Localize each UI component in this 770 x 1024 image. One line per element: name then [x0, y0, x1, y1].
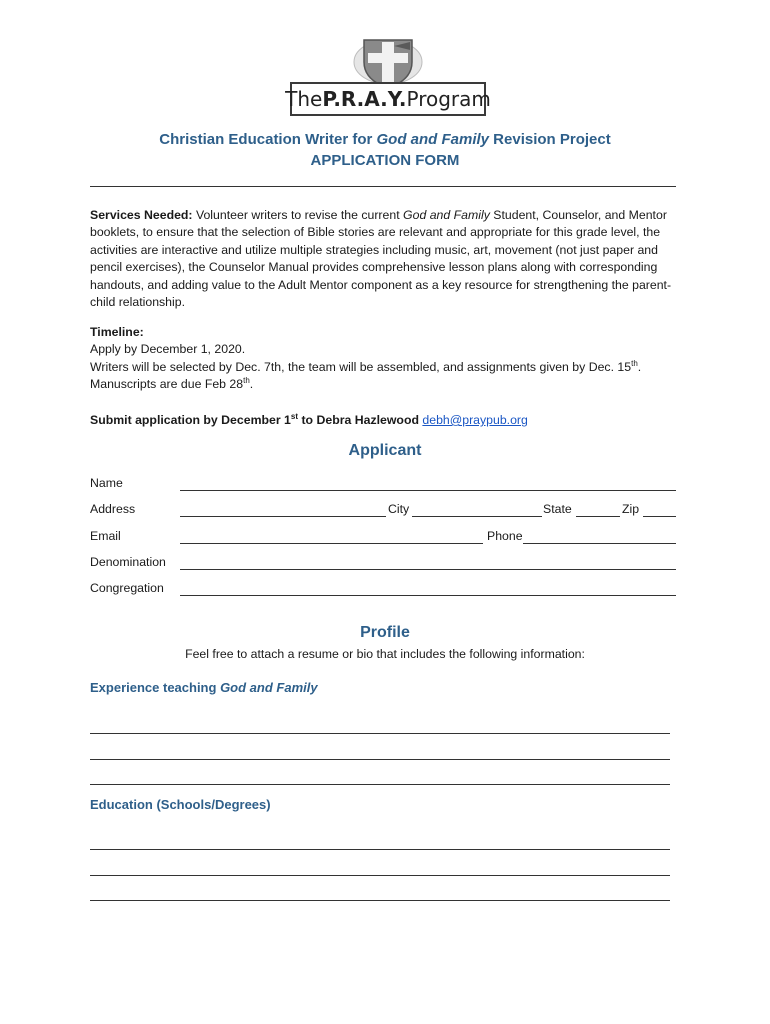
education-line-3[interactable] [90, 900, 670, 901]
page-subtitle: APPLICATION FORM [310, 152, 460, 169]
education-line-2[interactable] [90, 875, 670, 876]
services-paragraph [90, 207, 682, 311]
experience-heading: Experience teaching God and Family [90, 680, 318, 695]
services-label: Services Needed: [90, 208, 193, 222]
denomination-field[interactable] [180, 569, 676, 570]
congregation-label: Congregation [90, 581, 164, 595]
congregation-field[interactable] [180, 595, 676, 596]
denomination-label: Denomination [90, 555, 166, 569]
services-text-2: Student, Counselor, and Mentor booklets, to ensure that the selection of Bible stories are relevant and appropriate for this grade level, the activities are interactive and utilize multiple strategies including music, art, movement (not just paper and pencil exercises), the Counselor Manual provides comprehensive lesson plans along with corresponding handouts, and adding value to the Adult Mentor component as a key resource for strengthening the parent-child relationship. [90, 208, 672, 310]
cross-shield-icon [290, 36, 486, 86]
state-label: State [543, 502, 572, 516]
city-field[interactable] [412, 516, 542, 517]
phone-field[interactable] [523, 543, 676, 544]
address-field[interactable] [180, 516, 386, 517]
logo-the: The [285, 87, 323, 111]
timeline-block [90, 324, 682, 394]
timeline-line-3: Manuscripts are due Feb 28th. [90, 376, 254, 392]
program-logo [285, 36, 491, 120]
title-suffix: Revision Project [489, 131, 611, 148]
logo-pray: P.R.A.Y. [322, 87, 407, 111]
zip-label: Zip [622, 502, 640, 516]
profile-heading: Profile [360, 624, 410, 641]
experience-line-3[interactable] [90, 784, 670, 785]
education-heading: Education (Schools/Degrees) [90, 797, 271, 812]
email-link[interactable]: debh@praypub.org [422, 413, 528, 427]
experience-line-2[interactable] [90, 759, 670, 760]
experience-line-1[interactable] [90, 733, 670, 734]
timeline-line-2: Writers will be selected by Dec. 7th, the team will be assembled, and assignments given by Dec. 15th. [90, 358, 642, 374]
name-label: Name [90, 476, 123, 490]
city-label: City [388, 502, 410, 516]
state-field[interactable] [576, 516, 620, 517]
submit-instructions: Submit application by December 1st to Debra Hazlewood debh@praypub.org [90, 411, 528, 427]
logo-wordmark [285, 82, 491, 116]
address-label: Address [90, 502, 136, 516]
services-italic: God and Family [403, 208, 490, 222]
applicant-heading: Applicant [348, 442, 422, 459]
email-field[interactable] [180, 543, 483, 544]
page-title [0, 131, 770, 148]
title-italic: God and Family [376, 131, 490, 148]
timeline-label: Timeline: [90, 325, 144, 339]
title-divider [90, 186, 676, 187]
timeline-line-1: Apply by December 1, 2020. [90, 342, 246, 357]
name-field[interactable] [180, 490, 676, 491]
services-text-1: Volunteer writers to revise the current [192, 208, 404, 222]
education-line-1[interactable] [90, 849, 670, 850]
profile-intro: Feel free to attach a resume or bio that includes the following information: [185, 647, 585, 661]
zip-field[interactable] [643, 516, 676, 517]
email-label: Email [90, 529, 121, 543]
logo-program: Program [406, 87, 491, 111]
phone-label: Phone [487, 529, 523, 543]
title-prefix: Christian Education Writer for [159, 131, 377, 148]
